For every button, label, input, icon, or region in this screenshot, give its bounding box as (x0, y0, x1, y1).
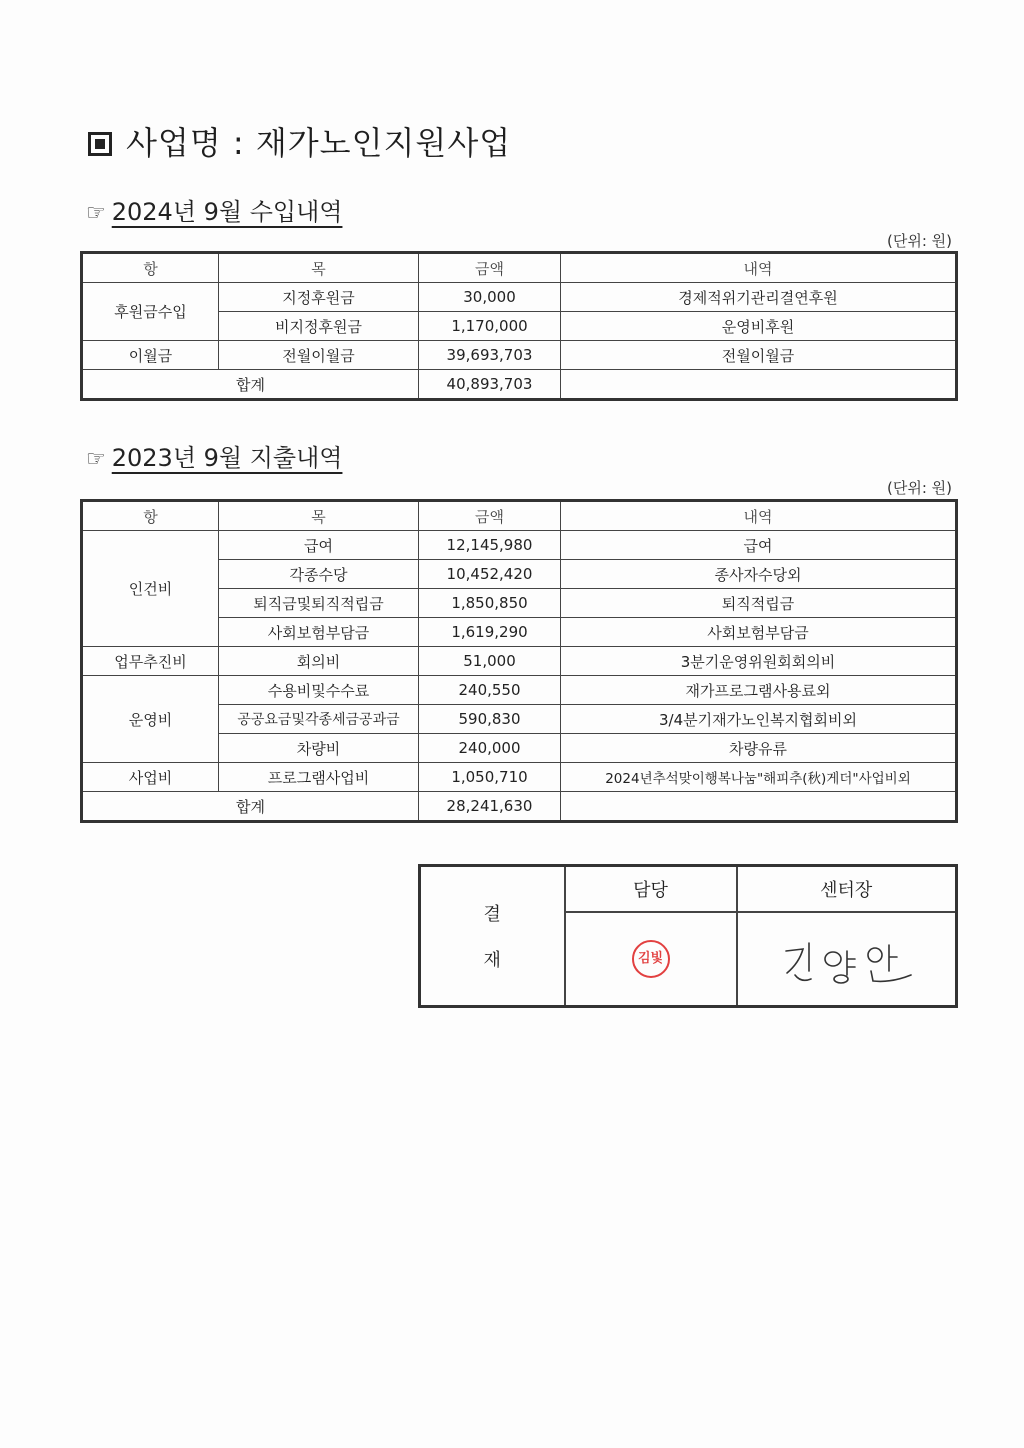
pointing-hand-icon: ☞ (86, 201, 106, 226)
table-row (82, 676, 957, 705)
amount-cell: 1,850,850 (419, 589, 561, 618)
detail-cell: 운영비후원 (561, 312, 957, 341)
header-detail: 내역 (561, 253, 957, 283)
table-row (82, 647, 957, 676)
table-row (82, 283, 957, 312)
mok-cell: 차량비 (219, 734, 419, 763)
square-bullet-icon (88, 132, 112, 156)
staff-seal-cell (565, 912, 737, 1007)
detail-cell: 종사자수당외 (561, 560, 957, 589)
total-detail (561, 370, 957, 400)
mok-cell: 각종수당 (219, 560, 419, 589)
amount-cell: 240,550 (419, 676, 561, 705)
mok-cell: 공공요금및각종세금공과금 (219, 705, 419, 734)
detail-cell: 2024년추석맞이행복나눔"해피추(秋)게더"사업비외 (561, 763, 957, 792)
approval-label: 결 재 (420, 866, 565, 1007)
approval-col-director: 센터장 (737, 866, 957, 912)
header-amount: 금액 (419, 501, 561, 531)
handwritten-signature (771, 929, 921, 989)
header-mok: 목 (219, 501, 419, 531)
income-heading: ☞ 2024년 9월 수입내역 (86, 198, 343, 226)
total-detail (561, 792, 957, 822)
total-amount: 28,241,630 (419, 792, 561, 822)
amount-cell: 51,000 (419, 647, 561, 676)
detail-cell: 재가프로그램사용료외 (561, 676, 957, 705)
hang-cell: 업무추진비 (82, 647, 219, 676)
mok-cell: 프로그램사업비 (219, 763, 419, 792)
hang-cell: 운영비 (82, 676, 219, 763)
mok-cell: 수용비및수수료 (219, 676, 419, 705)
mok-cell: 퇴직금및퇴직적립금 (219, 589, 419, 618)
total-label: 합계 (82, 370, 419, 400)
page-title-text: 사업명 : 재가노인지원사업 (126, 124, 512, 162)
income-unit: (단위: 원) (887, 232, 952, 250)
header-hang: 항 (82, 501, 219, 531)
total-row (82, 370, 957, 400)
table-row (82, 341, 957, 370)
mok-cell: 지정후원금 (219, 283, 419, 312)
header-amount: 금액 (419, 253, 561, 283)
mok-cell: 전월이월금 (219, 341, 419, 370)
detail-cell: 급여 (561, 531, 957, 560)
hang-cell: 인건비 (82, 531, 219, 647)
expense-heading: ☞ 2023년 9월 지출내역 (86, 444, 343, 472)
hang-cell: 이월금 (82, 341, 219, 370)
seal-stamp: 김빛 (632, 940, 670, 978)
header-hang: 항 (82, 253, 219, 283)
mok-cell: 사회보험부담금 (219, 618, 419, 647)
amount-cell: 1,050,710 (419, 763, 561, 792)
amount-cell: 39,693,703 (419, 341, 561, 370)
table-row (82, 531, 957, 560)
total-label: 합계 (82, 792, 419, 822)
total-row (82, 792, 957, 822)
header-mok: 목 (219, 253, 419, 283)
detail-cell: 사회보험부담금 (561, 618, 957, 647)
amount-cell: 12,145,980 (419, 531, 561, 560)
amount-cell: 30,000 (419, 283, 561, 312)
detail-cell: 퇴직적립금 (561, 589, 957, 618)
hang-cell: 사업비 (82, 763, 219, 792)
detail-cell: 차량유류 (561, 734, 957, 763)
table-header-row (82, 501, 957, 531)
expense-table (80, 499, 958, 823)
amount-cell: 590,830 (419, 705, 561, 734)
detail-cell: 3/4분기재가노인복지협회비외 (561, 705, 957, 734)
director-signature-cell (737, 912, 957, 1007)
approval-col-staff: 담당 (565, 866, 737, 912)
income-table (80, 251, 958, 401)
page-title (88, 118, 511, 164)
amount-cell: 10,452,420 (419, 560, 561, 589)
amount-cell: 1,619,290 (419, 618, 561, 647)
hang-cell: 후원금수입 (82, 283, 219, 341)
detail-cell: 전월이월금 (561, 341, 957, 370)
mok-cell: 회의비 (219, 647, 419, 676)
pointing-hand-icon: ☞ (86, 447, 106, 472)
mok-cell: 급여 (219, 531, 419, 560)
mok-cell: 비지정후원금 (219, 312, 419, 341)
amount-cell: 1,170,000 (419, 312, 561, 341)
header-detail: 내역 (561, 501, 957, 531)
amount-cell: 240,000 (419, 734, 561, 763)
table-header-row (82, 253, 957, 283)
expense-unit: (단위: 원) (887, 479, 952, 497)
approval-box (418, 864, 958, 1008)
total-amount: 40,893,703 (419, 370, 561, 400)
detail-cell: 3분기운영위원회회의비 (561, 647, 957, 676)
detail-cell: 경제적위기관리결연후원 (561, 283, 957, 312)
table-row (82, 763, 957, 792)
